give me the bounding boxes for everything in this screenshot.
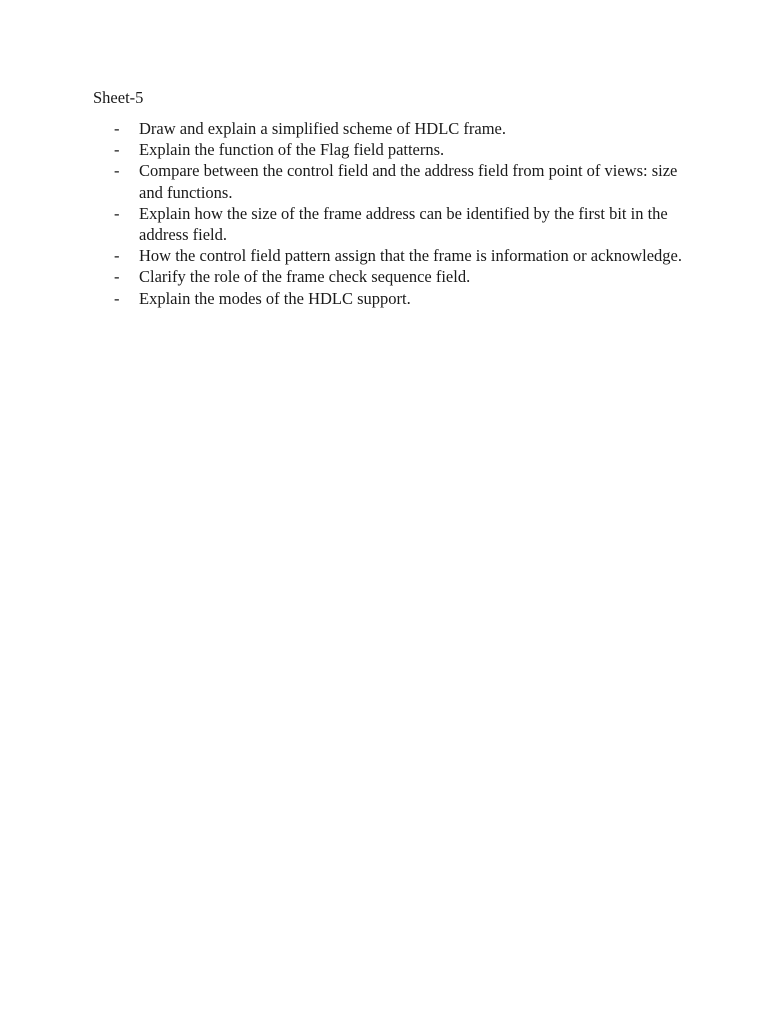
question-item-1 — [114, 118, 684, 139]
question-item-6 — [114, 266, 684, 287]
question-list — [114, 118, 684, 309]
sheet-title: Sheet-5 — [93, 88, 144, 107]
question-text-7: Explain the modes of the HDLC support. — [139, 288, 411, 308]
question-text-2: Explain the function of the Flag field patterns. — [139, 140, 445, 160]
bullet-dash: - — [114, 246, 120, 266]
question-item-7 — [114, 288, 684, 309]
question-item-4 — [114, 203, 684, 245]
bullet-dash: - — [114, 288, 120, 308]
question-text-3: Compare between the control field and the address field from point of views: size and functions. — [139, 161, 678, 202]
question-item-2 — [114, 139, 684, 160]
bullet-dash: - — [114, 119, 120, 138]
question-text-6: Clarify the role of the frame check sequence field. — [139, 267, 471, 287]
question-item-3 — [114, 160, 684, 202]
question-text-5: How the control field pattern assign that the frame is information or acknowledge. — [139, 246, 682, 266]
bullet-dash: - — [114, 203, 120, 223]
bullet-dash: - — [114, 267, 120, 287]
bullet-dash: - — [114, 140, 120, 160]
question-text-4: Explain how the size of the frame address can be identified by the first bit in the address field. — [139, 203, 668, 245]
question-text-1: Draw and explain a simplified scheme of HDLC frame. — [139, 119, 507, 138]
question-item-5 — [114, 245, 684, 266]
bullet-dash: - — [114, 161, 120, 181]
